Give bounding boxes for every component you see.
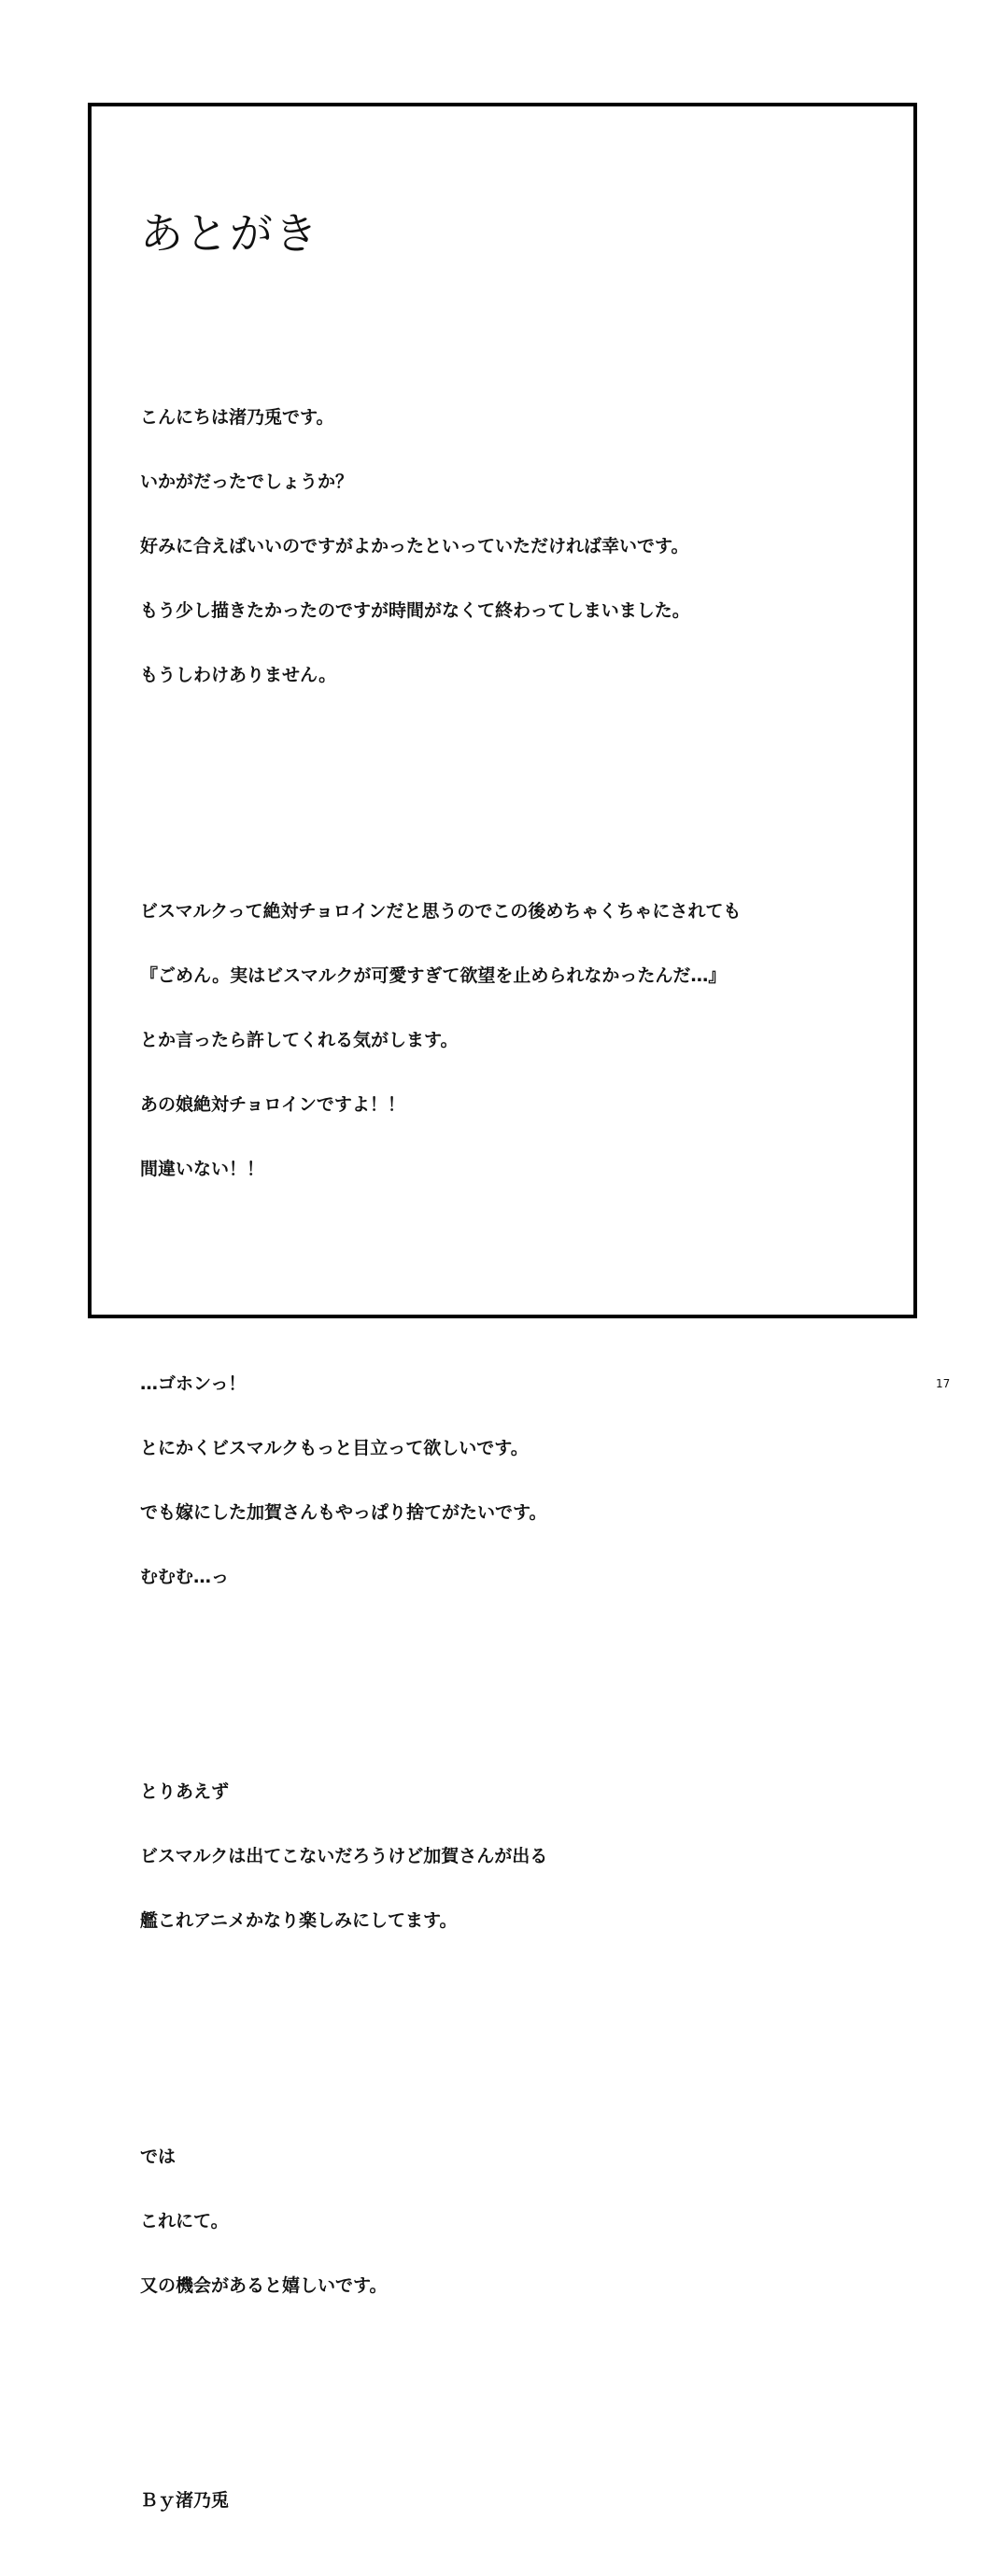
text-line: もうしわけありません。 [140, 665, 337, 685]
paragraph-anime [140, 1738, 741, 1975]
text-line: むむむ…っ [140, 1567, 230, 1587]
text-line: あの娘絶対チョロインですよ！！ [140, 1094, 405, 1115]
text-line: これにて。 [140, 2211, 229, 2231]
text-line: 『ごめん。実はビスマルクが可愛すぎて欲望を止められなかったんだ…』 [140, 965, 727, 986]
text-line: では [140, 2147, 177, 2167]
text-line: 好みに合えばいいのですがよかったといっていただければ幸いです。 [140, 536, 689, 556]
text-line: ビスマルクは出てこないだろうけど加賀さんが出る [140, 1846, 548, 1866]
text-line: 又の機会があると嬉しいです。 [140, 2275, 388, 2296]
paragraph-closing [140, 2104, 741, 2340]
paragraph-greeting [140, 364, 741, 729]
text-line: …ゴホンっ！ [140, 1373, 247, 1394]
text-line: いかがだったでしょうか？ [140, 472, 354, 492]
text-line: 艦これアニメかなり楽しみにしてます。 [140, 1910, 458, 1931]
text-line: もう少し描きたかったのですが時間がなくて終わってしまいました。 [140, 600, 690, 621]
text-line: でも嫁にした加賀さんもやっぱり捨てがたいです。 [140, 1502, 547, 1523]
page-number: 17 [936, 1377, 951, 1390]
text-line: 間違いない！！ [140, 1159, 265, 1179]
page-title: あとがき [140, 208, 319, 259]
text-line: とか言ったら許してくれる気がします。 [140, 1030, 459, 1050]
paragraph-bismarck [140, 858, 741, 1223]
text-line: とりあえず [140, 1781, 230, 1802]
afterword-body [140, 321, 741, 2576]
paragraph-signature [140, 2447, 741, 2555]
author-signature: Ｂｙ渚乃兎 [140, 2490, 230, 2511]
text-line: こんにちは渚乃兎です。 [140, 407, 334, 428]
paragraph-ahem [140, 1330, 741, 1631]
text-line: ビスマルクって絶対チョロインだと思うのでこの後めちゃくちゃにされても [140, 901, 742, 922]
text-line: とにかくビスマルクもっと目立って欲しいです。 [140, 1438, 529, 1458]
